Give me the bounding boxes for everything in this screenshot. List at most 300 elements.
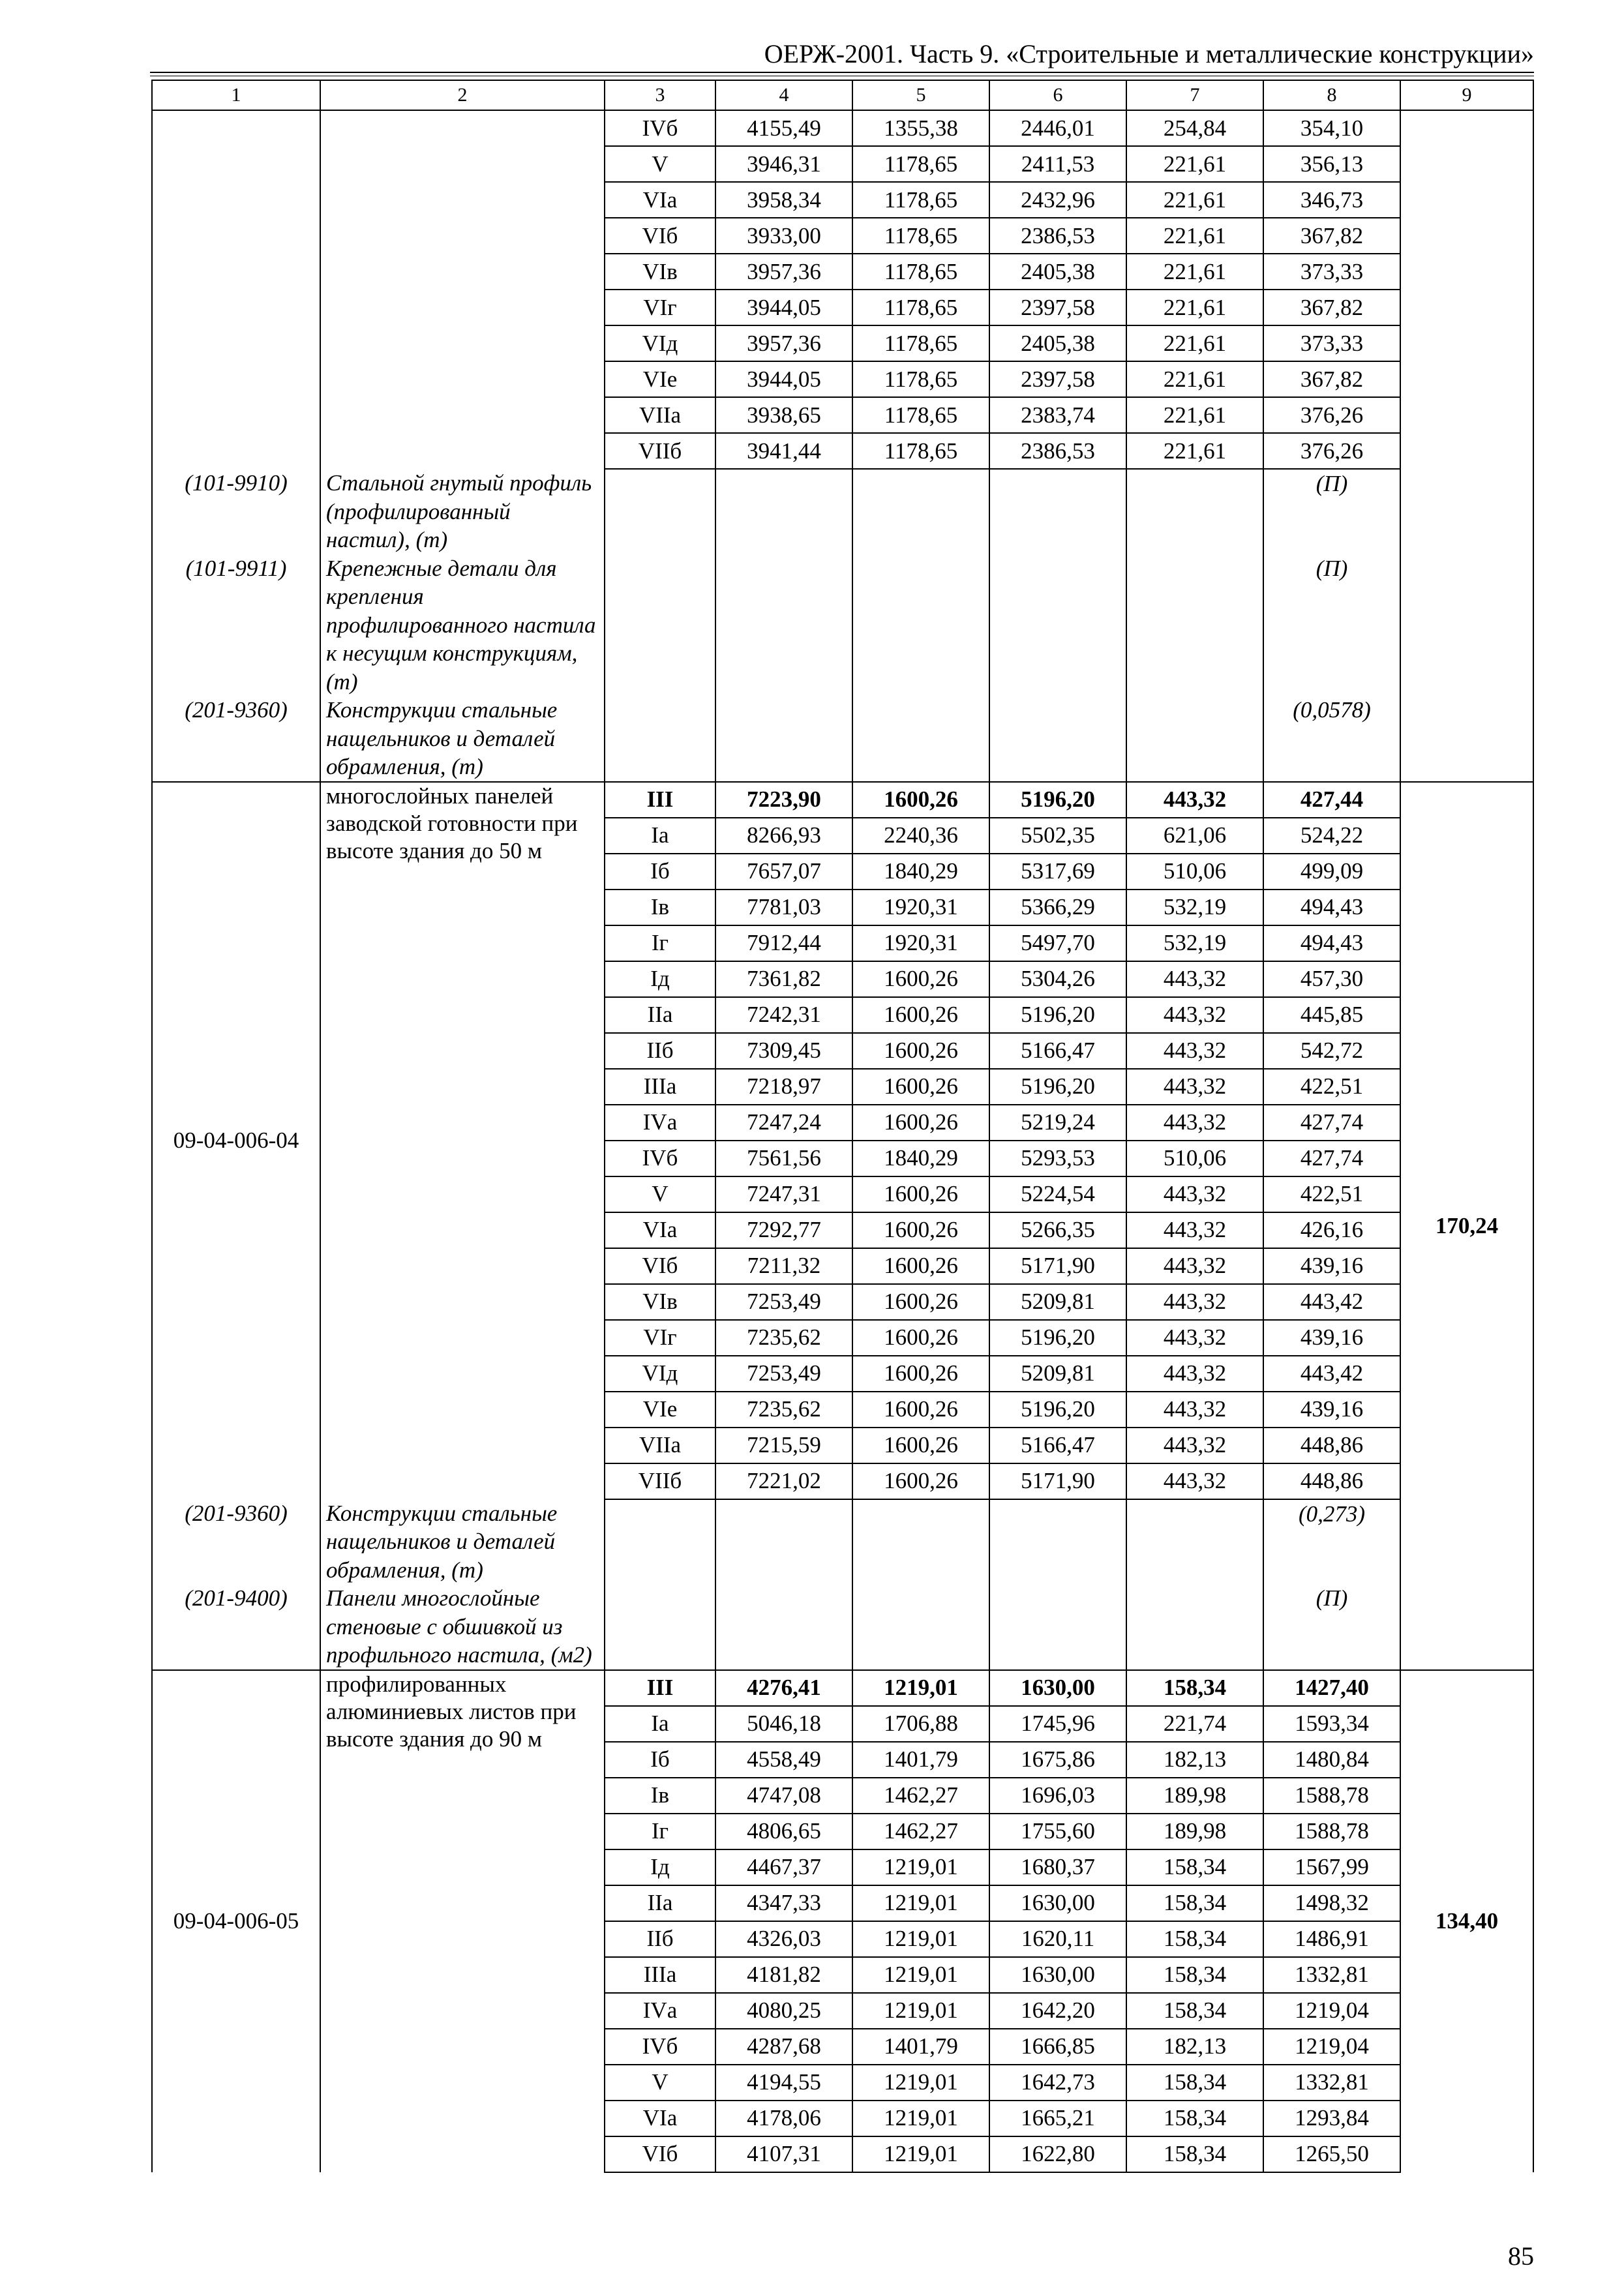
column-number: 9 xyxy=(1400,80,1533,110)
machine-cost-cell: 2446,01 xyxy=(989,110,1126,146)
zone-cell: VIб xyxy=(605,1248,715,1284)
empty-cell xyxy=(715,469,852,554)
rate-code: 09-04-006-04 xyxy=(152,782,320,1499)
column-number: 3 xyxy=(605,80,715,110)
direct-cost-cell: 4276,41 xyxy=(715,1670,852,1706)
zone-cell: IVа xyxy=(605,1993,715,2029)
labor-hours-cell: 134,40 xyxy=(1400,1670,1533,2172)
direct-cost-cell: 7247,24 xyxy=(715,1105,852,1141)
machine-cost-cell: 1665,21 xyxy=(989,2101,1126,2136)
zone-cell: VIг xyxy=(605,290,715,325)
material-note-row xyxy=(152,554,1533,696)
operator-wage-cell: 221,61 xyxy=(1126,218,1263,254)
labor-cost-cell: 1600,26 xyxy=(852,1284,989,1320)
machine-cost-cell: 5196,20 xyxy=(989,1392,1126,1428)
machine-cost-cell: 2405,38 xyxy=(989,254,1126,290)
direct-cost-cell: 7235,62 xyxy=(715,1320,852,1356)
operator-wage-cell: 158,34 xyxy=(1126,1885,1263,1921)
empty-cell xyxy=(989,1499,1126,1585)
material-cost-cell: 422,51 xyxy=(1263,1069,1400,1105)
direct-cost-cell: 4080,25 xyxy=(715,1993,852,2029)
machine-cost-cell: 2411,53 xyxy=(989,146,1126,182)
direct-cost-cell: 4155,49 xyxy=(715,110,852,146)
empty-cell xyxy=(605,1499,715,1585)
material-note-row xyxy=(152,696,1533,782)
labor-cost-cell: 1600,26 xyxy=(852,1033,989,1069)
direct-cost-cell: 3933,00 xyxy=(715,218,852,254)
column-number: 7 xyxy=(1126,80,1263,110)
labor-cost-cell: 1219,01 xyxy=(852,1849,989,1885)
zone-cell: IIIа xyxy=(605,1957,715,1993)
material-cost-cell: 1486,91 xyxy=(1263,1921,1400,1957)
zone-cell: V xyxy=(605,2065,715,2101)
labor-cost-cell: 1178,65 xyxy=(852,218,989,254)
labor-cost-cell: 1219,01 xyxy=(852,2101,989,2136)
labor-cost-cell: 1600,26 xyxy=(852,1392,989,1428)
material-cost-cell: 499,09 xyxy=(1263,854,1400,890)
zone-cell: VIа xyxy=(605,2101,715,2136)
direct-cost-cell: 3957,36 xyxy=(715,254,852,290)
rate-code: 09-04-006-05 xyxy=(152,1670,320,2172)
labor-cost-cell: 1600,26 xyxy=(852,1428,989,1463)
machine-cost-cell: 5497,70 xyxy=(989,925,1126,961)
material-cost-cell: 524,22 xyxy=(1263,818,1400,854)
direct-cost-cell: 4806,65 xyxy=(715,1814,852,1849)
labor-cost-cell: 1219,01 xyxy=(852,2065,989,2101)
zone-cell: VIIа xyxy=(605,397,715,433)
labor-cost-cell: 2240,36 xyxy=(852,818,989,854)
operator-wage-cell: 158,34 xyxy=(1126,1849,1263,1885)
direct-cost-cell: 4287,68 xyxy=(715,2029,852,2065)
zone-cell: Iв xyxy=(605,1778,715,1814)
labor-cost-cell: 1706,88 xyxy=(852,1706,989,1742)
zone-cell: VIа xyxy=(605,1212,715,1248)
resource-code: (101-9910) xyxy=(152,469,320,554)
labor-cost-cell: 1178,65 xyxy=(852,361,989,397)
zone-cell: IIб xyxy=(605,1921,715,1957)
empty-cell xyxy=(605,469,715,554)
direct-cost-cell: 7309,45 xyxy=(715,1033,852,1069)
operator-wage-cell: 158,34 xyxy=(1126,2101,1263,2136)
material-cost-cell: 367,82 xyxy=(1263,218,1400,254)
empty-cell xyxy=(989,469,1126,554)
labor-cost-cell: 1178,65 xyxy=(852,433,989,469)
machine-cost-cell: 2383,74 xyxy=(989,397,1126,433)
machine-cost-cell: 5219,24 xyxy=(989,1105,1126,1141)
zone-cell: VIб xyxy=(605,2136,715,2172)
resource-quantity: (0,0578) xyxy=(1263,696,1400,782)
rate-code xyxy=(152,110,320,469)
resource-quantity: (0,273) xyxy=(1263,1499,1400,1585)
labor-cost-cell: 1600,26 xyxy=(852,1212,989,1248)
operator-wage-cell: 158,34 xyxy=(1126,1670,1263,1706)
operator-wage-cell: 510,06 xyxy=(1126,1141,1263,1176)
zone-cell: VIд xyxy=(605,1356,715,1392)
operator-wage-cell: 443,32 xyxy=(1126,1428,1263,1463)
operator-wage-cell: 182,13 xyxy=(1126,2029,1263,2065)
material-cost-cell: 373,33 xyxy=(1263,325,1400,361)
rates-table xyxy=(151,80,1534,2173)
machine-cost-cell: 1666,85 xyxy=(989,2029,1126,2065)
empty-cell xyxy=(989,1584,1126,1670)
machine-cost-cell: 5196,20 xyxy=(989,997,1126,1033)
labor-cost-cell: 1600,26 xyxy=(852,997,989,1033)
material-cost-cell: 1498,32 xyxy=(1263,1885,1400,1921)
operator-wage-cell: 510,06 xyxy=(1126,854,1263,890)
direct-cost-cell: 7223,90 xyxy=(715,782,852,818)
direct-cost-cell: 7361,82 xyxy=(715,961,852,997)
zone-cell: VIб xyxy=(605,218,715,254)
material-cost-cell: 426,16 xyxy=(1263,1212,1400,1248)
operator-wage-cell: 443,32 xyxy=(1126,1033,1263,1069)
machine-cost-cell: 5266,35 xyxy=(989,1212,1126,1248)
operator-wage-cell: 443,32 xyxy=(1126,1248,1263,1284)
machine-cost-cell: 5317,69 xyxy=(989,854,1126,890)
material-cost-cell: 427,74 xyxy=(1263,1105,1400,1141)
operator-wage-cell: 443,32 xyxy=(1126,782,1263,818)
machine-cost-cell: 5196,20 xyxy=(989,1320,1126,1356)
column-number: 6 xyxy=(989,80,1126,110)
direct-cost-cell: 4326,03 xyxy=(715,1921,852,1957)
machine-cost-cell: 5196,20 xyxy=(989,1069,1126,1105)
labor-cost-cell: 1600,26 xyxy=(852,961,989,997)
material-cost-cell: 1427,40 xyxy=(1263,1670,1400,1706)
empty-cell xyxy=(989,554,1126,696)
direct-cost-cell: 3944,05 xyxy=(715,361,852,397)
zone-cell: IVб xyxy=(605,2029,715,2065)
material-cost-cell: 494,43 xyxy=(1263,925,1400,961)
direct-cost-cell: 7218,97 xyxy=(715,1069,852,1105)
operator-wage-cell: 221,61 xyxy=(1126,361,1263,397)
direct-cost-cell: 7235,62 xyxy=(715,1392,852,1428)
column-number: 1 xyxy=(152,80,320,110)
material-cost-cell: 1567,99 xyxy=(1263,1849,1400,1885)
direct-cost-cell: 4107,31 xyxy=(715,2136,852,2172)
material-cost-cell: 443,42 xyxy=(1263,1284,1400,1320)
direct-cost-cell: 3941,44 xyxy=(715,433,852,469)
material-cost-cell: 367,82 xyxy=(1263,361,1400,397)
zone-cell: III xyxy=(605,1670,715,1706)
material-cost-cell: 494,43 xyxy=(1263,890,1400,925)
zone-cell: III xyxy=(605,782,715,818)
machine-cost-cell: 1642,20 xyxy=(989,1993,1126,2029)
operator-wage-cell: 443,32 xyxy=(1126,1356,1263,1392)
direct-cost-cell: 7253,49 xyxy=(715,1356,852,1392)
labor-cost-cell: 1178,65 xyxy=(852,182,989,218)
operator-wage-cell: 221,61 xyxy=(1126,146,1263,182)
resource-quantity: (П) xyxy=(1263,554,1400,696)
material-cost-cell: 1219,04 xyxy=(1263,2029,1400,2065)
machine-cost-cell: 5209,81 xyxy=(989,1356,1126,1392)
direct-cost-cell: 3944,05 xyxy=(715,290,852,325)
labor-cost-cell: 1219,01 xyxy=(852,2136,989,2172)
labor-cost-cell: 1219,01 xyxy=(852,1957,989,1993)
operator-wage-cell: 443,32 xyxy=(1126,1463,1263,1499)
labor-cost-cell: 1219,01 xyxy=(852,1993,989,2029)
material-cost-cell: 1588,78 xyxy=(1263,1778,1400,1814)
machine-cost-cell: 2386,53 xyxy=(989,433,1126,469)
resource-code: (201-9360) xyxy=(152,696,320,782)
material-cost-cell: 457,30 xyxy=(1263,961,1400,997)
column-number: 5 xyxy=(852,80,989,110)
machine-cost-cell: 5171,90 xyxy=(989,1248,1126,1284)
material-cost-cell: 354,10 xyxy=(1263,110,1400,146)
machine-cost-cell: 2432,96 xyxy=(989,182,1126,218)
empty-cell xyxy=(715,554,852,696)
machine-cost-cell: 1755,60 xyxy=(989,1814,1126,1849)
material-cost-cell: 448,86 xyxy=(1263,1463,1400,1499)
empty-cell xyxy=(1126,1584,1263,1670)
zone-cell: Iг xyxy=(605,925,715,961)
zone-cell: V xyxy=(605,1176,715,1212)
machine-cost-cell: 2397,58 xyxy=(989,361,1126,397)
machine-cost-cell: 5166,47 xyxy=(989,1033,1126,1069)
material-note-row xyxy=(152,1584,1533,1670)
zone-cell: VIв xyxy=(605,254,715,290)
zone-cell: IIIа xyxy=(605,1069,715,1105)
column-number-row xyxy=(152,80,1533,110)
labor-cost-cell: 1178,65 xyxy=(852,397,989,433)
labor-hours-cell xyxy=(1400,110,1533,782)
zone-cell: VIе xyxy=(605,361,715,397)
machine-cost-cell: 1642,73 xyxy=(989,2065,1126,2101)
machine-cost-cell: 5304,26 xyxy=(989,961,1126,997)
machine-cost-cell: 2405,38 xyxy=(989,325,1126,361)
labor-cost-cell: 1600,26 xyxy=(852,1463,989,1499)
operator-wage-cell: 443,32 xyxy=(1126,961,1263,997)
resource-quantity: (П) xyxy=(1263,1584,1400,1670)
machine-cost-cell: 1696,03 xyxy=(989,1778,1126,1814)
zone-cell: Iд xyxy=(605,1849,715,1885)
operator-wage-cell: 443,32 xyxy=(1126,1212,1263,1248)
direct-cost-cell: 7657,07 xyxy=(715,854,852,890)
empty-cell xyxy=(605,1584,715,1670)
resource-code: (101-9911) xyxy=(152,554,320,696)
material-cost-cell: 1265,50 xyxy=(1263,2136,1400,2172)
labor-cost-cell: 1401,79 xyxy=(852,1742,989,1778)
direct-cost-cell: 4347,33 xyxy=(715,1885,852,1921)
empty-cell xyxy=(605,696,715,782)
machine-cost-cell: 1620,11 xyxy=(989,1921,1126,1957)
labor-cost-cell: 1462,27 xyxy=(852,1778,989,1814)
empty-cell xyxy=(852,1499,989,1585)
zone-cell: Iа xyxy=(605,818,715,854)
labor-cost-cell: 1840,29 xyxy=(852,854,989,890)
zone-cell: VIа xyxy=(605,182,715,218)
empty-cell xyxy=(715,1499,852,1585)
machine-cost-cell: 5196,20 xyxy=(989,782,1126,818)
zone-cell: VIIб xyxy=(605,433,715,469)
machine-cost-cell: 5502,35 xyxy=(989,818,1126,854)
direct-cost-cell: 7215,59 xyxy=(715,1428,852,1463)
machine-cost-cell: 5171,90 xyxy=(989,1463,1126,1499)
labor-cost-cell: 1600,26 xyxy=(852,1320,989,1356)
labor-cost-cell: 1219,01 xyxy=(852,1921,989,1957)
labor-cost-cell: 1219,01 xyxy=(852,1885,989,1921)
labor-cost-cell: 1219,01 xyxy=(852,1670,989,1706)
operator-wage-cell: 532,19 xyxy=(1126,890,1263,925)
zone-cell: IIа xyxy=(605,997,715,1033)
zone-cell: IIа xyxy=(605,1885,715,1921)
zone-cell: Iг xyxy=(605,1814,715,1849)
operator-wage-cell: 189,98 xyxy=(1126,1778,1263,1814)
column-number: 2 xyxy=(320,80,605,110)
operator-wage-cell: 158,34 xyxy=(1126,2065,1263,2101)
empty-cell xyxy=(1126,554,1263,696)
material-cost-cell: 1293,84 xyxy=(1263,2101,1400,2136)
machine-cost-cell: 2386,53 xyxy=(989,218,1126,254)
resource-code: (201-9400) xyxy=(152,1584,320,1670)
material-cost-cell: 356,13 xyxy=(1263,146,1400,182)
operator-wage-cell: 621,06 xyxy=(1126,818,1263,854)
direct-cost-cell: 4194,55 xyxy=(715,2065,852,2101)
material-cost-cell: 422,51 xyxy=(1263,1176,1400,1212)
material-cost-cell: 1593,34 xyxy=(1263,1706,1400,1742)
empty-cell xyxy=(1126,1499,1263,1585)
material-cost-cell: 1588,78 xyxy=(1263,1814,1400,1849)
labor-cost-cell: 1920,31 xyxy=(852,890,989,925)
material-cost-cell: 376,26 xyxy=(1263,397,1400,433)
labor-cost-cell: 1600,26 xyxy=(852,1356,989,1392)
direct-cost-cell: 4558,49 xyxy=(715,1742,852,1778)
zone-cell: VIIб xyxy=(605,1463,715,1499)
labor-cost-cell: 1840,29 xyxy=(852,1141,989,1176)
zone-cell: Iд xyxy=(605,961,715,997)
zone-cell: Iб xyxy=(605,854,715,890)
labor-cost-cell: 1355,38 xyxy=(852,110,989,146)
operator-wage-cell: 158,34 xyxy=(1126,1957,1263,1993)
operator-wage-cell: 182,13 xyxy=(1126,1742,1263,1778)
direct-cost-cell: 3946,31 xyxy=(715,146,852,182)
zone-cell: VIг xyxy=(605,1320,715,1356)
work-name: профилированных алюминиевых листов при высоте здания до 90 м xyxy=(320,1670,605,2172)
empty-cell xyxy=(852,554,989,696)
resource-name: Стальной гнутый профиль (профилированный настил), (т) xyxy=(320,469,605,554)
empty-cell xyxy=(605,554,715,696)
labor-hours-cell: 170,24 xyxy=(1400,782,1533,1670)
work-name: многослойных панелей заводской готовности при высоте здания до 50 м xyxy=(320,782,605,1499)
resource-name: Конструкции стальные нащельников и деталей обрамления, (т) xyxy=(320,1499,605,1585)
material-cost-cell: 427,44 xyxy=(1263,782,1400,818)
direct-cost-cell: 7912,44 xyxy=(715,925,852,961)
direct-cost-cell: 7221,02 xyxy=(715,1463,852,1499)
direct-cost-cell: 7211,32 xyxy=(715,1248,852,1284)
table-row xyxy=(152,1670,1533,1706)
material-note-row xyxy=(152,469,1533,554)
machine-cost-cell: 5209,81 xyxy=(989,1284,1126,1320)
material-cost-cell: 373,33 xyxy=(1263,254,1400,290)
column-number: 4 xyxy=(715,80,852,110)
labor-cost-cell: 1600,26 xyxy=(852,782,989,818)
page-header: ОЕРЖ-2001. Часть 9. «Строительные и металлические конструкции» xyxy=(764,39,1534,68)
table-row xyxy=(152,782,1533,818)
operator-wage-cell: 158,34 xyxy=(1126,1993,1263,2029)
resource-name: Крепежные детали для крепления профилированного настила к несущим конструкциям, (т) xyxy=(320,554,605,696)
material-cost-cell: 443,42 xyxy=(1263,1356,1400,1392)
operator-wage-cell: 221,61 xyxy=(1126,290,1263,325)
material-cost-cell: 367,82 xyxy=(1263,290,1400,325)
machine-cost-cell: 1622,80 xyxy=(989,2136,1126,2172)
labor-cost-cell: 1401,79 xyxy=(852,2029,989,2065)
material-cost-cell: 542,72 xyxy=(1263,1033,1400,1069)
operator-wage-cell: 443,32 xyxy=(1126,1284,1263,1320)
machine-cost-cell: 1630,00 xyxy=(989,1957,1126,1993)
machine-cost-cell: 5166,47 xyxy=(989,1428,1126,1463)
labor-cost-cell: 1600,26 xyxy=(852,1176,989,1212)
empty-cell xyxy=(852,1584,989,1670)
machine-cost-cell: 2397,58 xyxy=(989,290,1126,325)
machine-cost-cell: 5366,29 xyxy=(989,890,1126,925)
machine-cost-cell: 1675,86 xyxy=(989,1742,1126,1778)
material-cost-cell: 445,85 xyxy=(1263,997,1400,1033)
empty-cell xyxy=(1126,696,1263,782)
operator-wage-cell: 221,74 xyxy=(1126,1706,1263,1742)
direct-cost-cell: 7292,77 xyxy=(715,1212,852,1248)
direct-cost-cell: 3938,65 xyxy=(715,397,852,433)
labor-cost-cell: 1600,26 xyxy=(852,1248,989,1284)
direct-cost-cell: 8266,93 xyxy=(715,818,852,854)
material-cost-cell: 439,16 xyxy=(1263,1248,1400,1284)
operator-wage-cell: 221,61 xyxy=(1126,325,1263,361)
resource-quantity: (П) xyxy=(1263,469,1400,554)
material-cost-cell: 346,73 xyxy=(1263,182,1400,218)
zone-cell: Iб xyxy=(605,1742,715,1778)
direct-cost-cell: 7561,56 xyxy=(715,1141,852,1176)
labor-cost-cell: 1178,65 xyxy=(852,254,989,290)
material-note-row xyxy=(152,1499,1533,1585)
labor-cost-cell: 1178,65 xyxy=(852,146,989,182)
empty-cell xyxy=(715,696,852,782)
material-cost-cell: 1480,84 xyxy=(1263,1742,1400,1778)
empty-cell xyxy=(852,696,989,782)
operator-wage-cell: 221,61 xyxy=(1126,182,1263,218)
operator-wage-cell: 532,19 xyxy=(1126,925,1263,961)
material-cost-cell: 1332,81 xyxy=(1263,2065,1400,2101)
machine-cost-cell: 1630,00 xyxy=(989,1885,1126,1921)
direct-cost-cell: 4181,82 xyxy=(715,1957,852,1993)
zone-cell: Iа xyxy=(605,1706,715,1742)
direct-cost-cell: 7253,49 xyxy=(715,1284,852,1320)
zone-cell: VIв xyxy=(605,1284,715,1320)
operator-wage-cell: 443,32 xyxy=(1126,1105,1263,1141)
operator-wage-cell: 443,32 xyxy=(1126,1176,1263,1212)
labor-cost-cell: 1462,27 xyxy=(852,1814,989,1849)
machine-cost-cell: 5224,54 xyxy=(989,1176,1126,1212)
table-body xyxy=(152,80,1533,2172)
work-name xyxy=(320,110,605,469)
machine-cost-cell: 1630,00 xyxy=(989,1670,1126,1706)
operator-wage-cell: 221,61 xyxy=(1126,397,1263,433)
resource-name: Конструкции стальные нащельников и деталей обрамления, (т) xyxy=(320,696,605,782)
column-number: 8 xyxy=(1263,80,1400,110)
labor-cost-cell: 1920,31 xyxy=(852,925,989,961)
labor-cost-cell: 1178,65 xyxy=(852,290,989,325)
header-rule-thick xyxy=(150,72,1534,73)
empty-cell xyxy=(989,696,1126,782)
machine-cost-cell: 5293,53 xyxy=(989,1141,1126,1176)
material-cost-cell: 448,86 xyxy=(1263,1428,1400,1463)
zone-cell: IVб xyxy=(605,1141,715,1176)
operator-wage-cell: 443,32 xyxy=(1126,1392,1263,1428)
material-cost-cell: 427,74 xyxy=(1263,1141,1400,1176)
material-cost-cell: 1219,04 xyxy=(1263,1993,1400,2029)
empty-cell xyxy=(715,1584,852,1670)
machine-cost-cell: 1680,37 xyxy=(989,1849,1126,1885)
empty-cell xyxy=(852,469,989,554)
operator-wage-cell: 254,84 xyxy=(1126,110,1263,146)
zone-cell: VIIа xyxy=(605,1428,715,1463)
operator-wage-cell: 443,32 xyxy=(1126,1069,1263,1105)
